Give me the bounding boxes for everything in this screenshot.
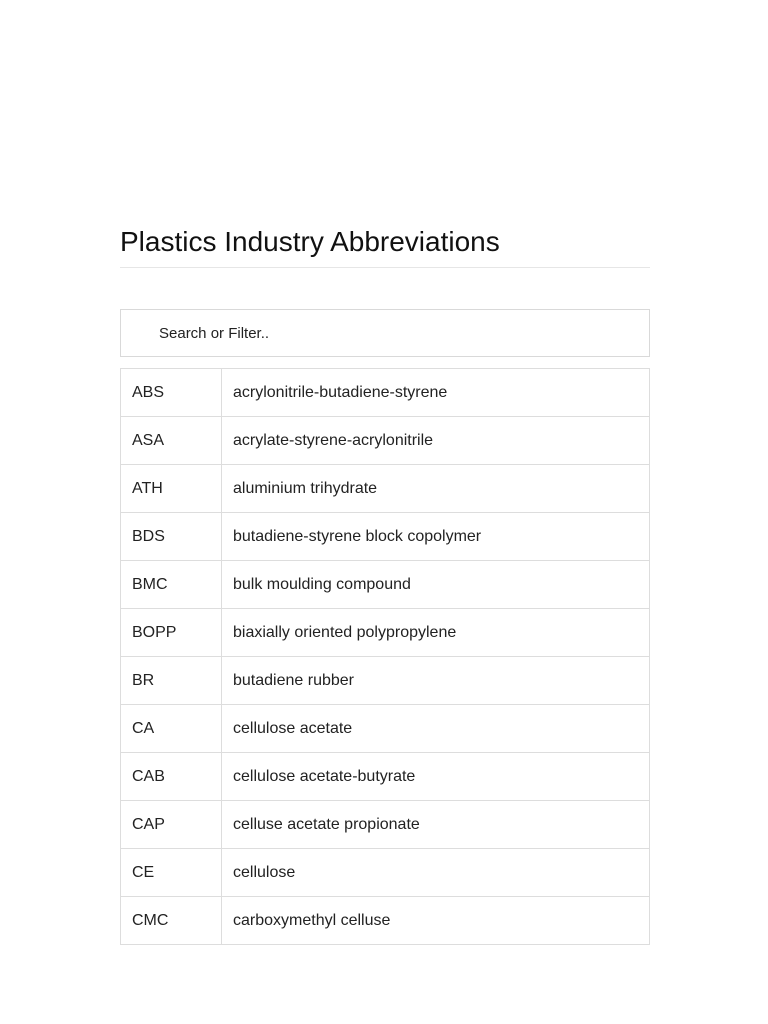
- meaning-cell: biaxially oriented polypropylene: [222, 609, 650, 657]
- search-box[interactable]: [120, 309, 650, 357]
- meaning-cell: cellulose: [222, 849, 650, 897]
- table-row: [121, 657, 650, 705]
- meaning-cell: cellulose acetate-butyrate: [222, 753, 650, 801]
- table-row: [121, 513, 650, 561]
- meaning-cell: acrylonitrile-butadiene-styrene: [222, 369, 650, 417]
- table-row: [121, 897, 650, 945]
- main-content: [120, 226, 650, 945]
- meaning-cell: bulk moulding compound: [222, 561, 650, 609]
- table-row: [121, 465, 650, 513]
- meaning-cell: aluminium trihydrate: [222, 465, 650, 513]
- search-input[interactable]: [159, 325, 649, 342]
- abbreviation-cell: ATH: [121, 465, 222, 513]
- abbreviation-cell: ASA: [121, 417, 222, 465]
- table-row: [121, 705, 650, 753]
- meaning-cell: butadiene-styrene block copolymer: [222, 513, 650, 561]
- table-row: [121, 369, 650, 417]
- meaning-cell: butadiene rubber: [222, 657, 650, 705]
- abbreviation-cell: BDS: [121, 513, 222, 561]
- meaning-cell: carboxymethyl celluse: [222, 897, 650, 945]
- table-row: [121, 561, 650, 609]
- table-row: [121, 801, 650, 849]
- page-title: Plastics Industry Abbreviations: [120, 226, 500, 257]
- table-row: [121, 753, 650, 801]
- table-row: [121, 849, 650, 897]
- abbreviations-table: [120, 368, 650, 945]
- abbreviation-cell: BR: [121, 657, 222, 705]
- title-divider: [120, 267, 650, 268]
- meaning-cell: cellulose acetate: [222, 705, 650, 753]
- abbreviation-cell: CA: [121, 705, 222, 753]
- abbreviation-cell: BMC: [121, 561, 222, 609]
- abbreviation-cell: BOPP: [121, 609, 222, 657]
- abbreviation-cell: CE: [121, 849, 222, 897]
- table-row: [121, 609, 650, 657]
- meaning-cell: celluse acetate propionate: [222, 801, 650, 849]
- abbreviation-cell: CAP: [121, 801, 222, 849]
- abbreviation-cell: CMC: [121, 897, 222, 945]
- table-row: [121, 417, 650, 465]
- meaning-cell: acrylate-styrene-acrylonitrile: [222, 417, 650, 465]
- abbreviations-table-body: [121, 369, 650, 945]
- abbreviation-cell: CAB: [121, 753, 222, 801]
- abbreviation-cell: ABS: [121, 369, 222, 417]
